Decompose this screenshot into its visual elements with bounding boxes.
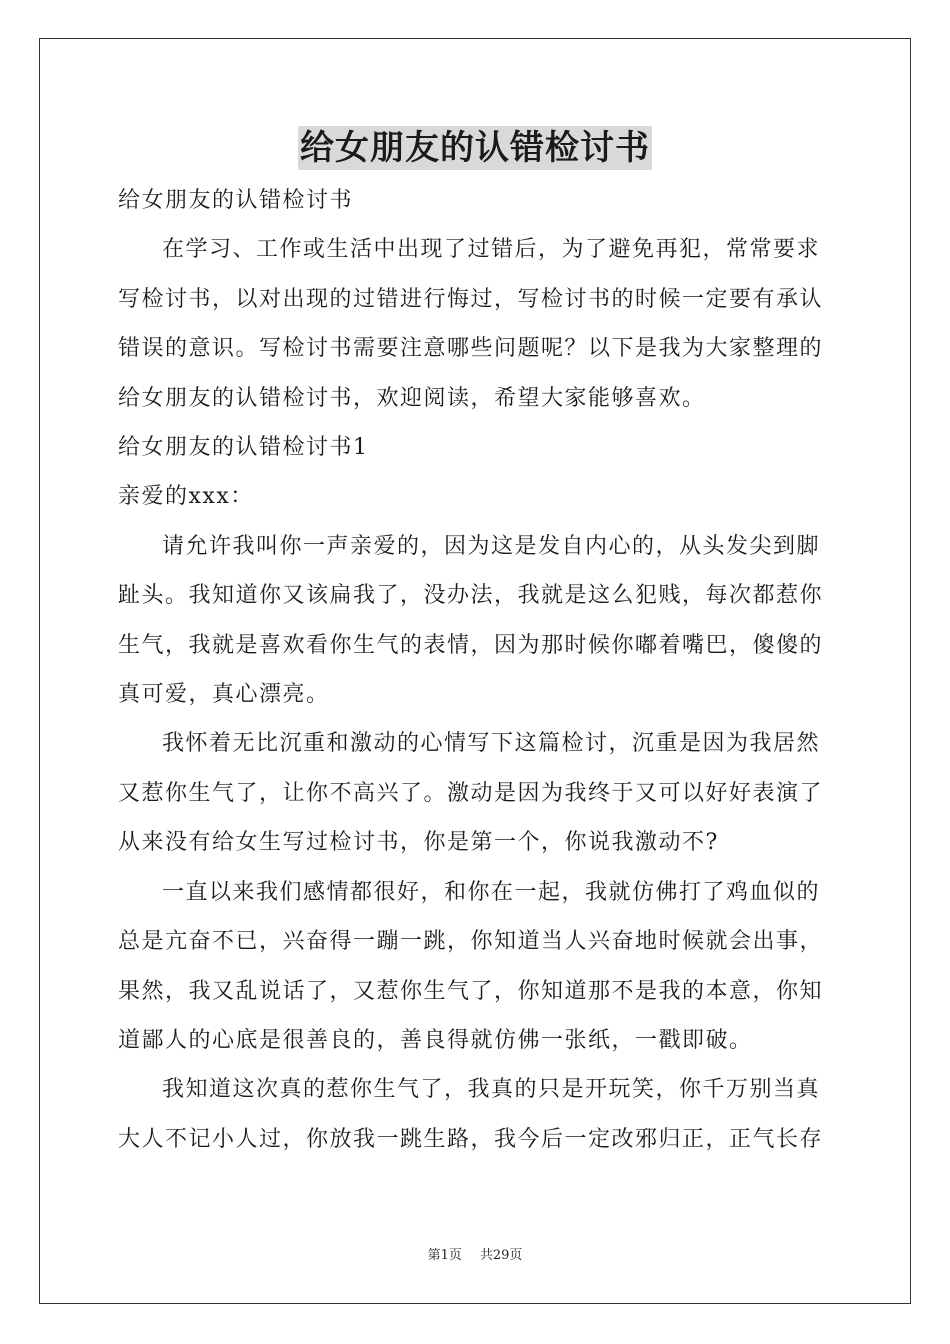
page-number-total: 共29页 — [479, 1248, 523, 1263]
title-container — [0, 126, 950, 170]
paragraph-section-heading: 给女朋友的认错检讨书1 — [118, 435, 369, 461]
paragraph-body-4: 我知道这次真的惹你生气了，我真的只是开玩笑，你千万别当真大人不记小人过，你放我一跳生路，我今后一定改邪归正，正气长存 — [118, 1077, 824, 1152]
paragraph-subtitle: 给女朋友的认错检讨书 — [118, 188, 354, 213]
document-body — [118, 176, 834, 1164]
page-footer — [0, 1247, 950, 1265]
document-title: 给女朋友的认错检讨书 — [300, 128, 650, 168]
paragraph-intro: 在学习、工作或生活中出现了过错后，为了避免再犯，常常要求写检讨书，以对出现的过错进行悔过，写检讨书的时候一定要有承认错误的意识。写检讨书需要注意哪些问题呢？以下是我为大家整理的给女朋友的认错检讨书，欢迎阅读，希望大家能够喜欢。 — [118, 237, 824, 411]
paragraph-body-1: 请允许我叫你一声亲爱的，因为这是发自内心的，从头发尖到脚趾头。我知道你又该扁我了，没办法，我就是这么犯贱，每次都惹你生气，我就是喜欢看你生气的表情，因为那时候你嘟着嘴巴，傻傻的真可爱，真心漂亮。 — [118, 533, 824, 708]
paragraph-body-3: 一直以来我们感情都很好，和你在一起，我就仿佛打了鸡血似的总是亢奋不已，兴奋得一蹦一跳，你知道当人兴奋地时候就会出事，果然，我又乱说话了，又惹你生气了，你知道那不是我的本意，你知道鄙人的心底是很善良的，善良得就仿佛一张纸，一戳即破。 — [118, 879, 824, 1053]
paragraph-body-2: 我怀着无比沉重和激动的心情写下这篇检讨，沉重是因为我居然又惹你生气了，让你不高兴了。激动是因为我终于又可以好好表演了从来没有给女生写过检讨书，你是第一个，你说我激动不? — [118, 731, 824, 856]
paragraph-salutation: 亲爱的xxx： — [118, 484, 254, 510]
page-number-current: 第1页 — [427, 1248, 462, 1263]
